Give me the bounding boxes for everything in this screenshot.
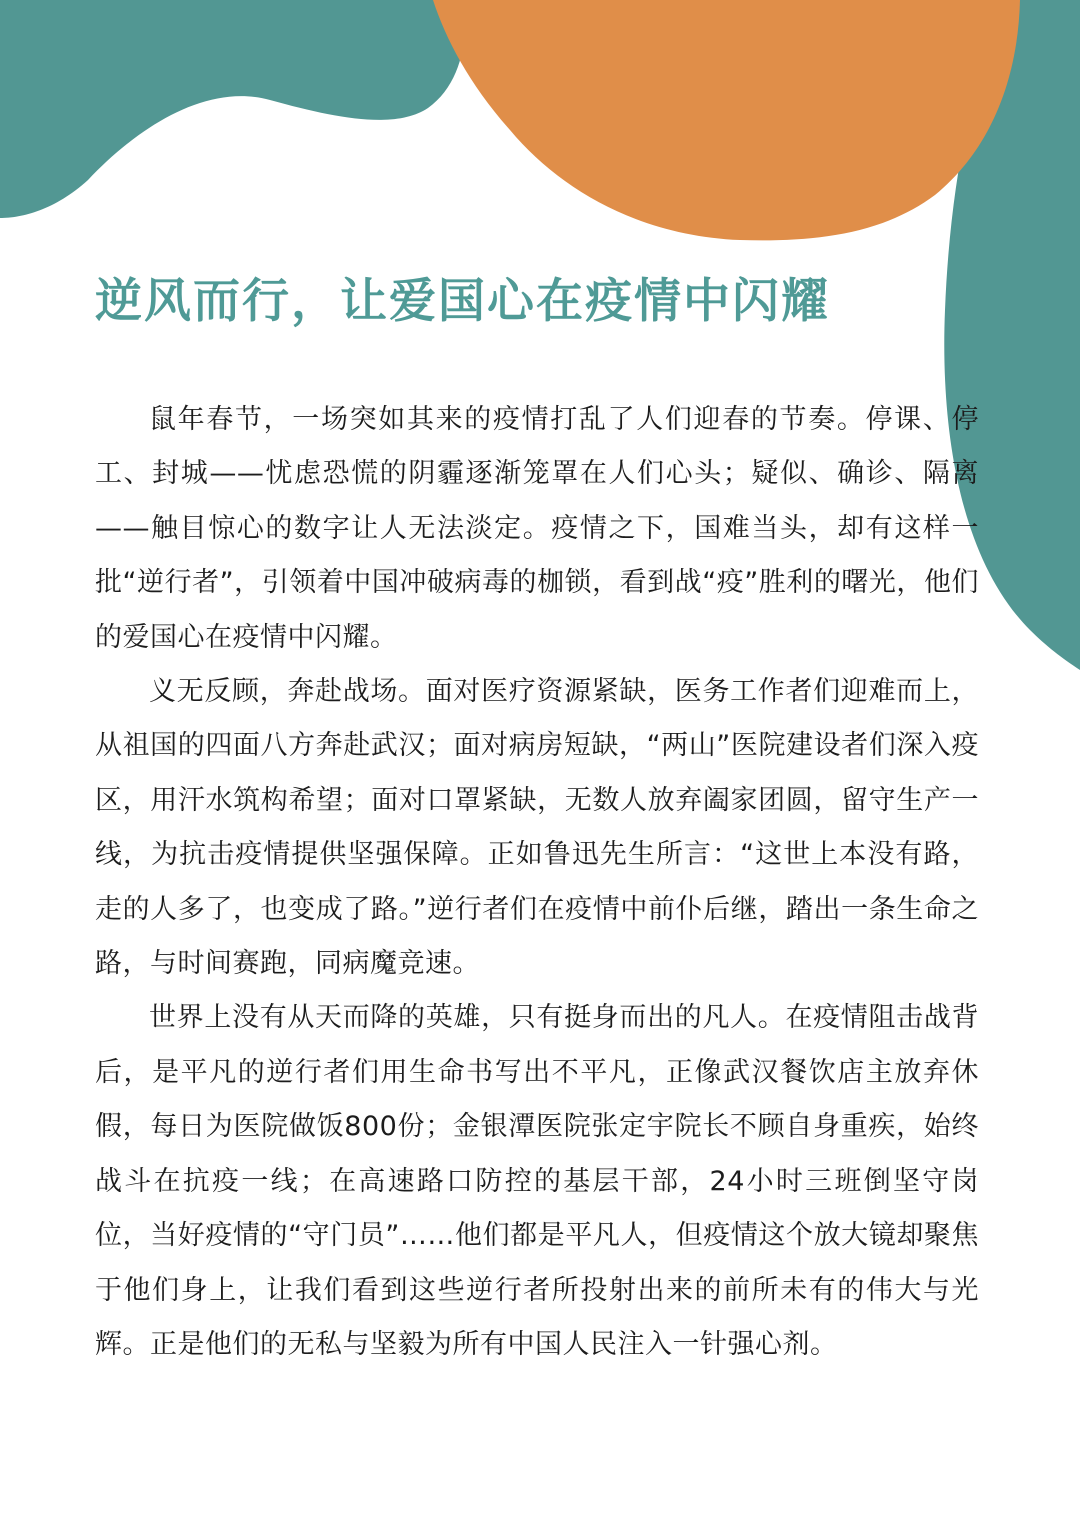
paragraph: 鼠年春节，一场突如其来的疫情打乱了人们迎春的节奏。停课、停工、封城——忧虑恐慌的阴霾逐渐笼罩在人们心头；疑似、确诊、隔离——触目惊心的数字让人无法淡定。疫情之下，国难当头，却有这样一批“逆行者”，引领着中国冲破病毒的枷锁，看到战“疫”胜利的曙光，他们的爱国心在疫情中闪耀。 — [95, 404, 979, 653]
article-body — [95, 393, 979, 1372]
orange-blob-top — [433, 0, 1020, 240]
paragraph: 义无反顾，奔赴战场。面对医疗资源紧缺，医务工作者们迎难而上，从祖国的四面八方奔赴武汉；面对病房短缺，“两山”医院建设者们深入疫区，用汗水筑构希望；面对口罩紧缺，无数人放弃阖家团圆，留守生产一线，为抗击疫情提供坚强保障。正如鲁迅先生所言：“这世上本没有路，走的人多了，也变成了路。”逆行者们在疫情中前仆后继，踏出一条生命之路，与时间赛跑，同病魔竞速。 — [95, 676, 979, 980]
teal-wave-top-left — [0, 0, 465, 218]
paragraph: 世界上没有从天而降的英雄，只有挺身而出的凡人。在疫情阻击战背后，是平凡的逆行者们用生命书写出不平凡，正像武汉餐饮店主放弃休假，每日为医院做饭800份；金银潭医院张定宇院长不顾自身重疾，始终战斗在抗疫一线；在高速路口防控的基层干部，24小时三班倒坚守岗位，当好疫情的“守门员”……他们都是平凡人，但疫情这个放大镜却聚焦于他们身上，让我们看到这些逆行者所投射出来的前所未有的伟大与光辉。正是他们的无私与坚毅为所有中国人民注入一针强心剂。 — [95, 1002, 979, 1360]
page-title: 逆风而行，让爱国心在疫情中闪耀 — [95, 274, 830, 329]
